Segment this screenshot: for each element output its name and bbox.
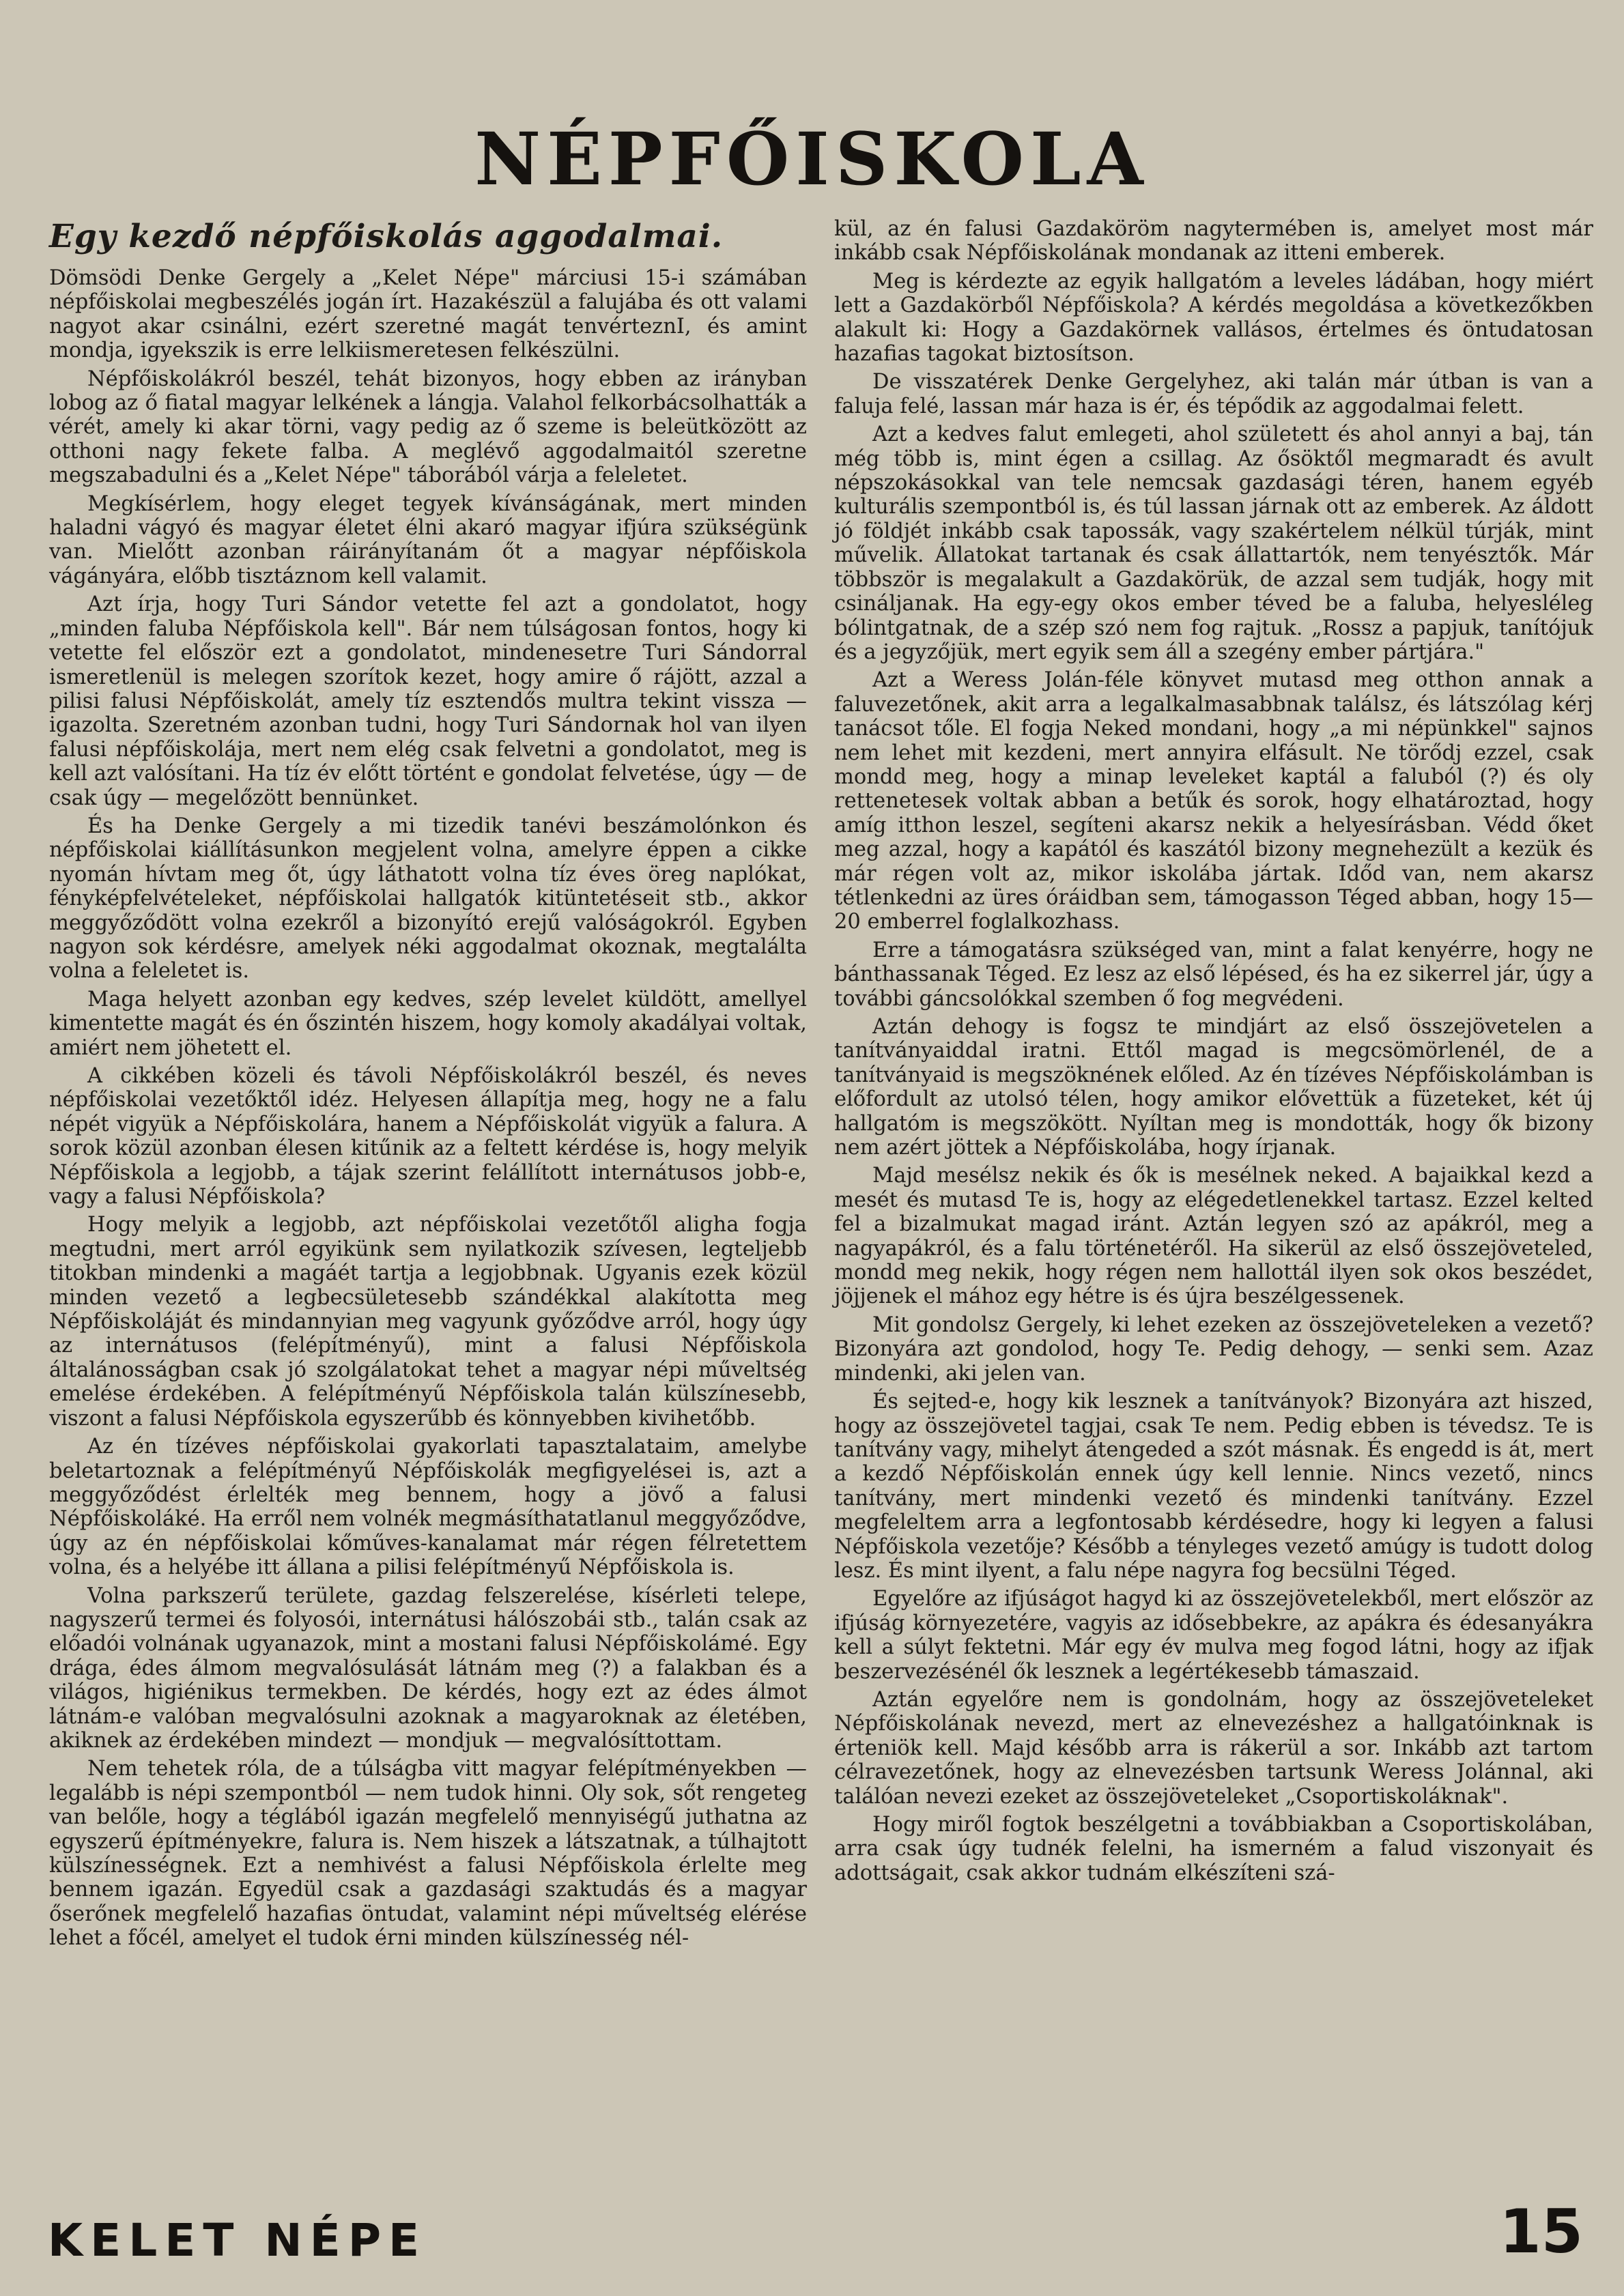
left-column (49, 217, 807, 1955)
paragraph: És ha Denke Gergely a mi tizedik tanévi beszámolónkon és népfőiskolai kiállításunkon megjelent volna, amelyre éppen a cikke nyomán hívtam meg őt, úgy láthatott volna tíz éves öreg naplókat, fényképfelvételeket, népfőiskolai hallgatók kitüntetéseit stb., akkor meggyőződött volna ezekről a bizonyító erejű valóságokról. Egyben nagyon sok kérdésre, amelyek néki aggodalmat okoznak, megtalálta volna a feleletet is. (49, 814, 807, 984)
paragraph: Volna parkszerű területe, gazdag felszerelése, kísérleti telepe, nagyszerű termei és folyosói, internátusi hálószobái stb., talán csak az előadói volnának ugyanazok, mint a mostani falusi Népfőiskolámé. Egy drága, édes álmom megvalósulását látnám meg (?) a falakban és a világos, higiénikus termekben. De kérdés, hogy ezt az édes álmot látnám-e valóban megvalósulni azoknak a magyaroknak az életében, akiknek az érdekében mindezt — mondjuk — megvalósíttottam. (49, 1583, 807, 1753)
paragraph: Azt írja, hogy Turi Sándor vetette fel azt a gondolatot, hogy „minden faluba Népfőiskola kell". Bár nem túlságosan fontos, hogy ki vetette fel először ezt a gondolatot, mindenesetre Turi Sándorral ismeretlenül is melegen szorítok kezet, hogy amire ő rájött, azzal a pilisi falusi Népfőiskolát, amely tíz esztendős multra tekint vissza — igazolta. Szeretném azonban tudni, hogy Turi Sándornak hol van ilyen falusi népfőiskolája, mert nem elég csak felvetni a gondolatot, meg is kell azt valósítani. Ha tíz év előtt történt e gondolat felvetése, úgy — de csak úgy — megelőzött bennünket. (49, 592, 807, 810)
paragraph: Az én tízéves népfőiskolai gyakorlati tapasztalataim, amelybe beletartoznak a felépítményű Népfőiskolák megfigyelései is, azt a meggyőződést érlelték meg bennem, hogy a jövő a falusi Népfőiskoláké. Ha erről nem volnék megmásíthatatlanul meggyőződve, úgy az én népfőiskolai kőműves-kanalamat már régen félretettem volna, és a helyébe itt állana a pilisi felépítményű Népfőiskola is. (49, 1435, 807, 1580)
paragraph: Meg is kérdezte az egyik hallgatóm a leveles ládában, hogy miért lett a Gazdakörből Népfőiskola? A kérdés megoldása a következőkben alakult ki: Hogy a Gazdakörnek vallásos, értelmes és öntudatosan hazafias tagokat biztosítson. (834, 269, 1593, 367)
paragraph: Hogy melyik a legjobb, azt népfőiskolai vezetőtől aligha fogja megtudni, mert arról egyikünk sem nyilatkozik szívesen, legteljebb titokban mindenki a magáét tartja a legjobbnak. Ugyanis ezek közül minden vezető a legbecsületesebb szándékkal alakította meg Népfőiskoláját és mindannyian meg vagyunk győződve arról, hogy úgy az internátusos (felépítményű), mint a falusi Népfőiskola általánosságban csak jó szolgálatokat tehet a magyar népi műveltség emelése érdekében. A felépítményű Népfőiskola talán külszínesebb, viszont a falusi Népfőiskola egyszerűbb és könnyebben kivihetőbb. (49, 1213, 807, 1431)
magazine-name: KELET NÉPE (48, 2214, 427, 2267)
paragraph: Hogy miről fogtok beszélgetni a továbbiakban a Csoportiskolában, arra csak úgy tudnék felelni, ha ismerném a falud viszonyait és adottságait, csak akkor tudnám elkészíteni szá- (834, 1813, 1593, 1885)
paragraph: Mit gondolsz Gergely, ki lehet ezeken az összejöveteleken a vezető? Bizonyára azt gondolod, hogy Te. Pedig dehogy, — senki sem. Azaz mindenki, aki jelen van. (834, 1312, 1593, 1386)
article-subtitle: Egy kezdő népfőiskolás aggodalmai. (49, 218, 724, 255)
paragraph: Majd mesélsz nekik és ők is mesélnek neked. A bajaikkal kezd a mesét és mutasd Te is, hogy az elégedetlenekkel tartasz. Ezzel kelted fel a bizalmukat magad iránt. Aztán legyen szó az apákról, meg a nagyapákról, és a falu történetéről. Ha sikerül az első összejöveteled, mondd meg nekik, hogy régen nem hallottál ilyen sok okos beszédet, jöjjenek el mához egy hétre is és újra beszélgessenek. (834, 1164, 1593, 1309)
paragraph: Azt a Weress Jolán-féle könyvet mutasd meg otthon annak a faluvezetőnek, akit arra a legalkalmasabbnak találsz, és látszólag kérj tanácsot tőle. El fogja Neked mondani, hogy „a mi népünkkel" sajnos nem lehet mit kezdeni, mert annyira elfásult. Ne törődj ezzel, csak mondd meg, hogy a minap leveleket kaptál a faluból (?) és oly rettenetesek voltak abban a betűk és sorok, hogy elhatároztad, hogy amíg itthon leszel, segíteni akarsz nekik a helyesírásban. Védd őket meg azzal, hogy a kapától és kaszától bizony megnehezült a kezük és már régen volt az, mikor iskolába jártak. Időd van, nem akarsz tétlenkedni az üres óráidban sem, támogasson Téged abban, hogy 15—20 emberrel foglalkozhass. (834, 668, 1593, 934)
right-column (834, 217, 1593, 1889)
paragraph: Népfőiskolákról beszél, tehát bizonyos, hogy ebben az irányban lobog az ő fiatal magyar lelkének a lángja. Valahol felkorbácsolhatták a vérét, amely ki akar törni, vagy pedig az ő szeme is beleütközött az otthoni nagy fekete falba. A meglévő aggodalmaitól szeretne megszabadulni és a „Kelet Népe" táborából várja a feleletet. (49, 367, 807, 488)
page-number: 15 (1499, 2196, 1583, 2267)
paragraph: Maga helyett azonban egy kedves, szép levelet küldött, amellyel kimentette magát és én őszintén hiszem, hogy komoly akadályai voltak, amiért nem jöhetett el. (49, 987, 807, 1060)
paragraph: És sejted-e, hogy kik lesznek a tanítványok? Bizonyára azt hiszed, hogy az összejövetel tagjai, csak Te nem. Pedig ebben is tévedsz. Te is tanítvány vagy, mihelyt átengeded a szót másnak. És engedd is át, mert a kezdő Népfőiskolán ennek úgy kell lennie. Nincs vezető, nincs tanítvány, mert mindenki vezető és mindenki tanítvány. Ezzel megfeleltem arra a legfontosabb kérdésedre, hogy ki legyen a falusi Népfőiskola vezetője? Később a tényleges vezető amúgy is tudott dolog lesz. És mint ilyent, a falu népe nagyra fog becsülni Téged. (834, 1390, 1593, 1583)
paragraph: Azt a kedves falut emlegeti, ahol született és ahol annyi a baj, tán még több is, mint égen a csillag. Az ősöktől megmaradt és avult népszokásokkal van tele nemcsak gazdasági téren, hanem egyéb kulturális szempontból is, és túl lassan járnak ott az emberek. Az áldott jó földjét inkább csak tapossák, vagy szakértelem nélkül túrják, mint művelik. Állatokat tartanak és csak állattartók, nem tenyésztők. Már többször is megalakult a Gazdakörük, de azzal sem tudják, hogy mit csináljanak. Ha egy-egy okos ember téved be a faluba, helyesléleg bólintgatnak, de a szép szó nem fog rajtuk. „Rossz a papjuk, tanítójuk és a jegyzőjük, mert egyik sem áll a szegény ember pártjára." (834, 422, 1593, 664)
paragraph: Dömsödi Denke Gergely a „Kelet Népe" márciusi 15-i számában népfőiskolai megbeszélés jogán írt. Hazakészül a falujába és ott valami nagyot akar csinálni, ezért szeretné magát tenvérteznI, és amint mondja, igyekszik is erre lelkiismeretesen felkészülni. (49, 266, 807, 363)
paragraph: Egyelőre az ifjúságot hagyd ki az összejövetelekből, mert először az ifjúság környezetére, vagyis az idősebbekre, az apákra és édesanyákra kell a súlyt fektetni. Már egy év mulva meg fogod látni, hogy az ifjak beszervezésénél ők lesznek a legértékesebb támaszaid. (834, 1587, 1593, 1684)
paragraph: Erre a támogatásra szükséged van, mint a falat kenyérre, hogy ne bánthassanak Téged. Ez lesz az első lépésed, és ha ez sikerrel jár, úgy a további gáncsolókkal szemben ő fog megvédeni. (834, 938, 1594, 1011)
paragraph: Aztán dehogy is fogsz te mindjárt az első összejövetelen a tanítványaiddal iratni. Ettől magad is megcsömörlenél, de a tanítványaid is megszöknének előled. Az én tízéves Népfőiskolámban is előfordult az utolsó télen, hogy amikor elővettük a füzeteket, két új hallgatóm is megszökött. Nyíltan meg is mondották, hogy ők bizony nem azért jöttek a Népfőiskolába, hogy írjanak. (834, 1015, 1593, 1160)
page-title: NÉPFŐISKOLA (474, 116, 1150, 201)
paragraph: kül, az én falusi Gazdaköröm nagytermében is, amelyet most már inkább csak Népfőiskolának mondanak az itteni emberek. (834, 217, 1593, 266)
paragraph: De visszatérek Denke Gergelyhez, aki talán már útban is van a faluja felé, lassan már haza is ér, és tépődik az aggodalmai felett. (834, 370, 1593, 418)
paragraph: A cikkében közeli és távoli Népfőiskolákról beszél, és neves népfőiskolai vezetőktől idéz. Helyesen állapítja meg, hogy ne a falu népét vigyük a Népfőiskolára, hanem a Népfőiskolát vigyük a falura. A sorok közül azonban élesen kitűnik az a feltett kérdése is, hogy melyik Népfőiskola a legjobb, a tájak szerint felállított internátusos jobb-e, vagy a falusi Népfőiskola? (49, 1064, 807, 1209)
paragraph: Aztán egyelőre nem is gondolnám, hogy az összejöveteleket Népfőiskolának nevezd, mert az elnevezéshez a hallgatóinknak is érteniök kell. Majd később arra is rákerül a sor. Inkább azt tartom célravezetőnek, hogy az elnevezésben tartsunk Weress Jolánnal, aki találóan nevezi ezeket az összejöveteleket „Csoportiskoláknak". (834, 1687, 1593, 1809)
paragraph: Megkísérlem, hogy eleget tegyek kívánságának, mert minden haladni vágyó és magyar életet élni akaró magyar ifjúra szükségünk van. Mielőtt azonban ráirányítanám őt a magyar népfőiskola vágányára, előbb tisztáznom kell valamit. (49, 491, 807, 588)
paragraph: Nem tehetek róla, de a túlságba vitt magyar felépítményekben — legalább is népi szempontból — nem tudok hinni. Oly sok, sőt rengeteg van belőle, hogy a téglából igazán megfelelő mennyiségű juthatna az egyszerű építményekre, falura is. Nem hiszek a látszatnak, a túlhajtott külszínességnek. Ezt a nemhivést a falusi Népfőiskola érlelte meg bennem igazán. Egyedül csak a gazdasági szaktudás és a magyar őserőnek megfelelő hazafias öntudat, valamint népi műveltség elérése lehet a főcél, amelyet el tudok érni minden külszínesség nél- (49, 1757, 807, 1951)
